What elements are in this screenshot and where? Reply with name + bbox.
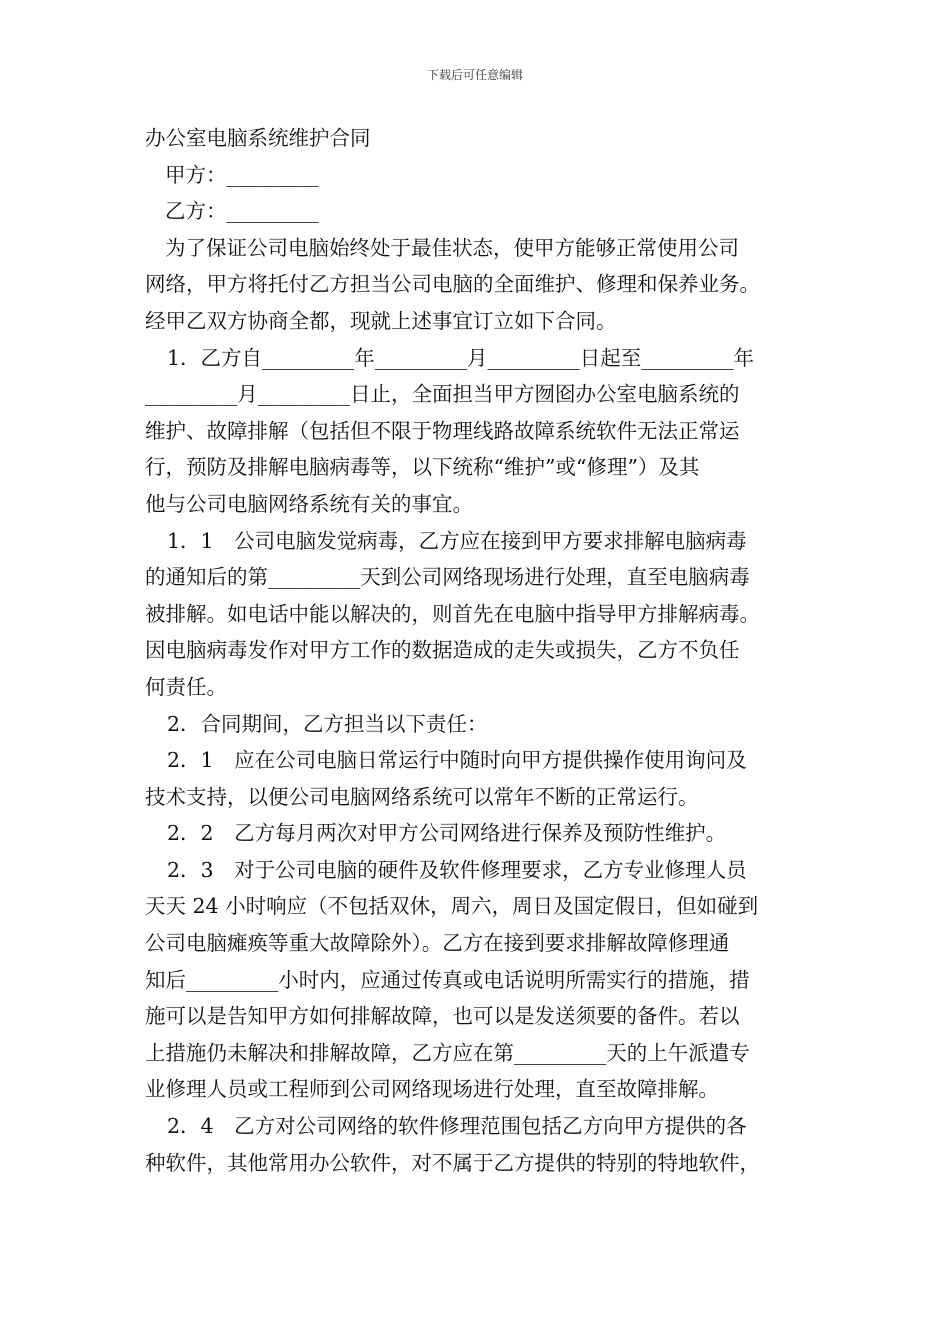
- body-line: 业修理人员或工程师到公司网络现场进行处理，直至故障排解。: [145, 1077, 719, 1102]
- body-line: 知后_________小时内，应通过传真或电话说明所需实行的措施，措: [145, 967, 750, 992]
- body-line: 上措施仍未解决和排解故障，乙方应在第_________天的上午派遣专: [145, 1040, 750, 1065]
- body-line: 种软件，其他常用办公软件，对不属于乙方提供的特别的特地软件，: [145, 1150, 760, 1175]
- body-line: 维护、故障排解（包括但不限于物理线路故障系统软件无法正常运: [145, 418, 740, 443]
- body-line: 因电脑病毒发作对甲方工作的数据造成的走失或损失，乙方不负任: [145, 638, 740, 663]
- body-line: 何责任。: [145, 674, 227, 699]
- body-line: 公司电脑瘫痪等重大故障除外）。乙方在接到要求排解故障修理通: [145, 931, 730, 956]
- body-line: 天天 24 小时响应（不包括双休，周六，周日及国定假日，但如碰到: [145, 894, 759, 919]
- page-header: 下载后可任意编辑: [426, 68, 523, 82]
- body-line: _________月_________日止，全面担当甲方囫囵办公室电脑系统的: [145, 382, 740, 407]
- clause-2: 2．合同期间，乙方担当以下责任：: [167, 711, 488, 736]
- clause-2-4: 2．4 乙方对公司网络的软件修理范围包括乙方向甲方提供的各: [167, 1114, 747, 1139]
- clause-1-1: 1．1 公司电脑发觉病毒，乙方应在接到甲方要求排解电脑病毒: [167, 528, 747, 553]
- clause-2-2: 2．2 乙方每月两次对甲方公司网络进行保养及预防性维护。: [167, 821, 727, 846]
- body-line: 技术支持，以便公司电脑网络系统可以常年不断的正常运行。: [145, 784, 699, 809]
- body-line: 施可以是告知甲方如何排解故障，也可以是发送须要的备件。若以: [145, 1004, 740, 1029]
- clause-2-1: 2．1 应在公司电脑日常运行中随时向甲方提供操作使用询问及: [167, 748, 747, 773]
- contract-body: [145, 120, 825, 1181]
- party-b-line: 乙方：_________: [165, 199, 319, 224]
- clause-1: 1．乙方自_________年_________月_________日起至_________年: [167, 345, 755, 370]
- body-line: 行，预防及排解电脑病毒等，以下统称“维护”或“修理”）及其: [145, 455, 700, 480]
- body-line: 被排解。如电话中能以解决的，则首先在电脑中指导甲方排解病毒。: [145, 601, 760, 626]
- clause-2-3: 2．3 对于公司电脑的硬件及软件修理要求，乙方专业修理人员: [167, 857, 747, 882]
- body-line: 经甲乙双方协商全都，现就上述事宜订立如下合同。: [145, 308, 617, 333]
- party-a-line: 甲方：_________: [165, 162, 319, 187]
- body-line: 为了保证公司电脑始终处于最佳状态，使甲方能够正常使用公司: [165, 235, 739, 260]
- body-line: 他与公司电脑网络系统有关的事宜。: [145, 491, 473, 516]
- body-line: 的通知后的第_________天到公司网络现场进行处理，直至电脑病毒: [145, 565, 750, 590]
- body-line: 网络，甲方将托付乙方担当公司电脑的全面维护、修理和保养业务。: [145, 272, 760, 297]
- contract-title: 办公室电脑系统维护合同: [145, 126, 371, 150]
